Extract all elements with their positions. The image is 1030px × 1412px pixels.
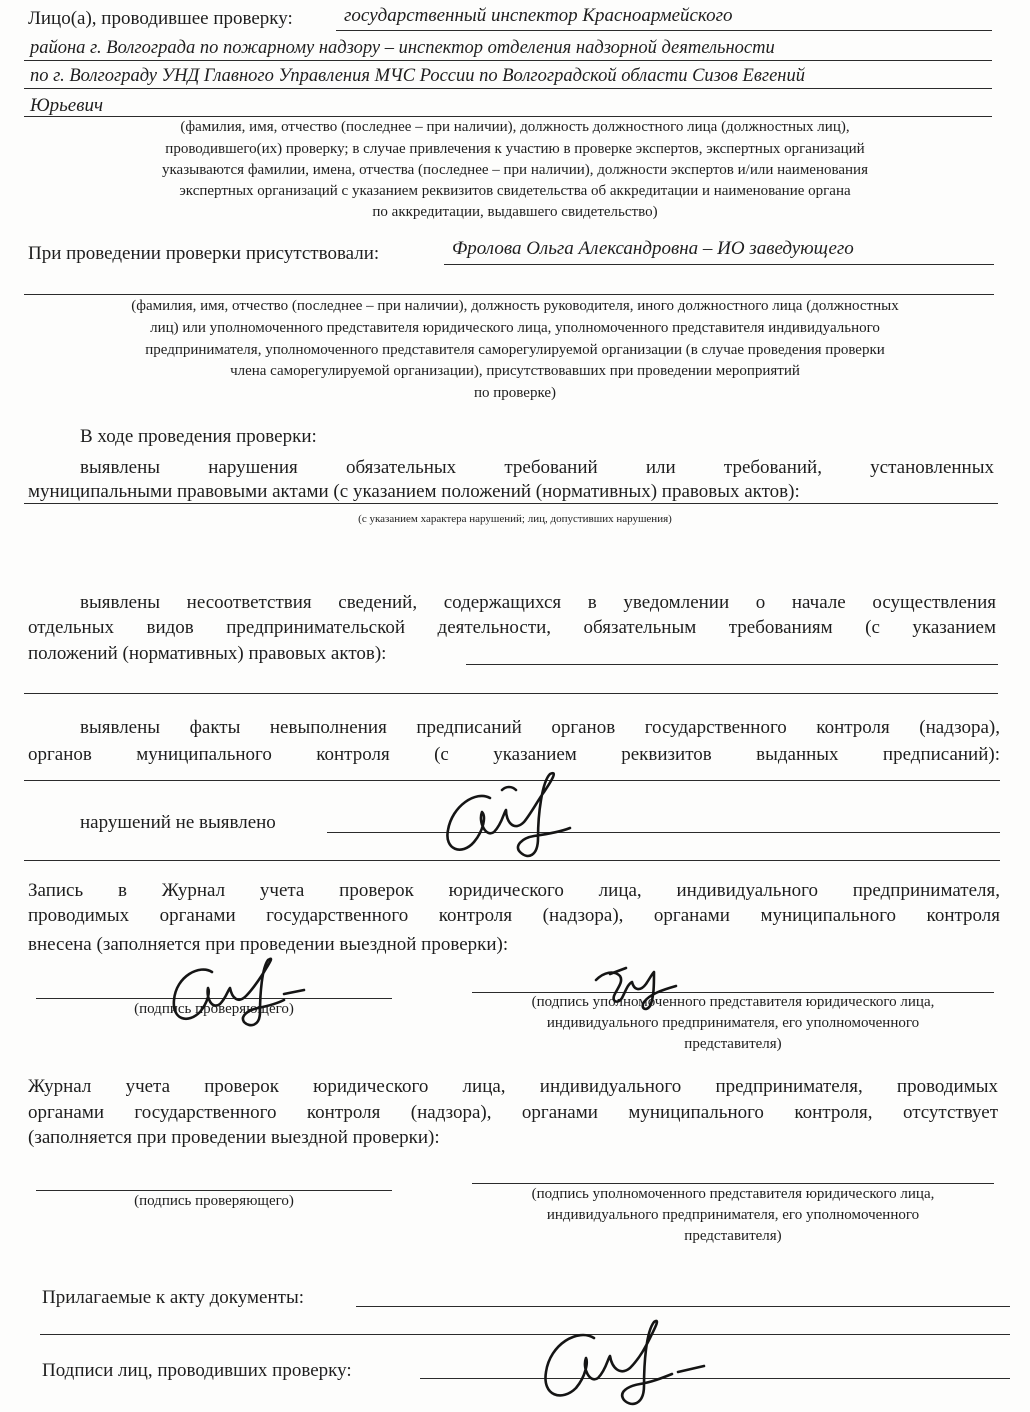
present-value: Фролова Ольга Александровна – ИО заведующего xyxy=(452,238,854,259)
violations-underline xyxy=(24,503,998,504)
journal-entry-rep-caption-1: (подпись уполномоченного представителя юридического лица, xyxy=(531,994,935,1010)
inspector-value-line1: государственный инспектор Красноармейского xyxy=(344,5,733,26)
inspector-value-line3: по г. Волгограду УНД Главного Управления МЧС России по Волгоградской области Сизов Евгений xyxy=(30,66,805,86)
journal-absent-line-2: органами государственного контроля (надзора), органами муниципального контроля, отсутствует xyxy=(28,1102,998,1123)
inspector-signature-2 xyxy=(160,942,310,1032)
inspector-note-1: (фамилия, имя, отчество (последнее – при наличии), должность должностного лица (должностных лиц), xyxy=(180,119,850,135)
inspector-underline-4 xyxy=(24,116,992,117)
inconsistencies-line-3: положений (нормативных) правовых актов): xyxy=(28,643,387,664)
inspector-value-line4: Юрьевич xyxy=(30,95,104,116)
present-label: При проведении проверки присутствовали: xyxy=(28,243,380,264)
inspector-note-2: проводившего(их) проверку; в случае привлечения к участию в проверке экспертов, экспертных организаций xyxy=(165,141,865,157)
journal-absent-rep-line xyxy=(472,1183,994,1184)
attachments-label: Прилагаемые к акту документы: xyxy=(42,1287,304,1308)
violations-note: (с указанием характера нарушений; лиц, допустивших нарушения) xyxy=(358,513,672,525)
present-underline-1 xyxy=(444,264,994,265)
inspector-underline-3 xyxy=(24,88,992,89)
signatures-label: Подписи лиц, проводивших проверку: xyxy=(42,1360,352,1381)
journal-entry-rep-caption-2: индивидуального предпринимателя, его уполномоченного xyxy=(546,1015,920,1031)
journal-absent-inspector-line xyxy=(36,1190,392,1191)
journal-absent-line-1: Журнал учета проверок юридического лица, индивидуального предпринимателя, проводимых xyxy=(28,1076,998,1097)
journal-absent-rep-caption-3: представителя) xyxy=(684,1228,782,1244)
journal-absent-rep-caption-2: индивидуального предпринимателя, его уполномоченного xyxy=(546,1207,920,1223)
inspector-note-4: экспертных организаций с указанием реквизитов свидетельства об аккредитации и наименование органа xyxy=(179,183,851,199)
present-note-2: лиц) или уполномоченного представителя юридического лица, уполномоченного представителя индивидуального xyxy=(150,320,880,336)
orders-line-1: выявлены факты невыполнения предписаний органов государственного контроля (надзора), xyxy=(80,717,1000,738)
journal-entry-inspector-caption: (подпись проверяющего) xyxy=(134,1001,294,1017)
inconsistencies-line-2: отдельных видов предпринимательской деятельности, обязательным требованиям (с указанием xyxy=(28,617,996,638)
signatures-underline xyxy=(420,1378,1010,1379)
no-violations-label: нарушений не выявлено xyxy=(80,812,276,833)
attachments-underline-2 xyxy=(40,1334,1010,1335)
inspector-underline-1 xyxy=(336,30,992,31)
violations-line-1: выявлены нарушения обязательных требований или требований, установленных xyxy=(80,457,994,478)
present-underline-2 xyxy=(24,294,994,295)
present-note-3: предпринимателя, уполномоченного представителя саморегулируемой организации (в случае проведения проверки xyxy=(145,342,885,358)
inspector-label: Лицо(а), проводившее проверку: xyxy=(28,8,293,29)
inconsistencies-line-1: выявлены несоответствия сведений, содержащихся в уведомлении о начале осуществления xyxy=(80,592,996,613)
inspector-signature-1 xyxy=(432,752,582,862)
present-note-1: (фамилия, имя, отчество (последнее – при наличии), должность руководителя, иного должностного лица (должностных xyxy=(131,298,899,314)
journal-absent-inspector-caption: (подпись проверяющего) xyxy=(134,1193,294,1209)
inconsistencies-underline-2 xyxy=(24,693,998,694)
present-note-5: по проверке) xyxy=(473,385,557,401)
inspector-note-3: указываются фамилии, имена, отчества (последнее – при наличии), должности экспертов и/или наименования xyxy=(162,162,868,178)
representative-signature xyxy=(592,962,682,1012)
journal-entry-line-1: Запись в Журнал учета проверок юридического лица, индивидуального предпринимателя, xyxy=(28,880,1000,901)
orders-line-2: органов муниципального контроля (с указанием реквизитов выданных предписаний): xyxy=(28,744,1000,765)
inspector-value-line2: района г. Волгограда по пожарному надзору – инспектор отделения надзорной деятельности xyxy=(30,38,775,58)
violations-line-2: муниципальными правовыми актами (с указанием положений (нормативных) правовых актов): xyxy=(28,481,800,502)
no-violations-underline xyxy=(327,832,1000,833)
inspector-signature-3 xyxy=(532,1302,712,1412)
inspector-underline-2 xyxy=(24,60,992,61)
journal-entry-line-2: проводимых органами государственного контроля (надзора), органами муниципального контроля xyxy=(28,905,1000,926)
present-note-4: члена саморегулируемой организации), присутствовавших при проведении мероприятий xyxy=(230,363,800,379)
journal-entry-rep-caption-3: представителя) xyxy=(684,1036,782,1052)
journal-entry-rep-line xyxy=(472,992,994,993)
inconsistencies-underline-1 xyxy=(466,664,998,665)
findings-intro: В ходе проведения проверки: xyxy=(80,426,317,447)
journal-absent-line-3: (заполняется при проведении выездной проверки): xyxy=(28,1127,440,1148)
journal-entry-line-3: внесена (заполняется при проведении выездной проверки): xyxy=(28,934,509,955)
journal-absent-rep-caption-1: (подпись уполномоченного представителя юридического лица, xyxy=(531,1186,935,1202)
inspector-note-5: по аккредитации, выдавшего свидетельство) xyxy=(372,204,658,220)
